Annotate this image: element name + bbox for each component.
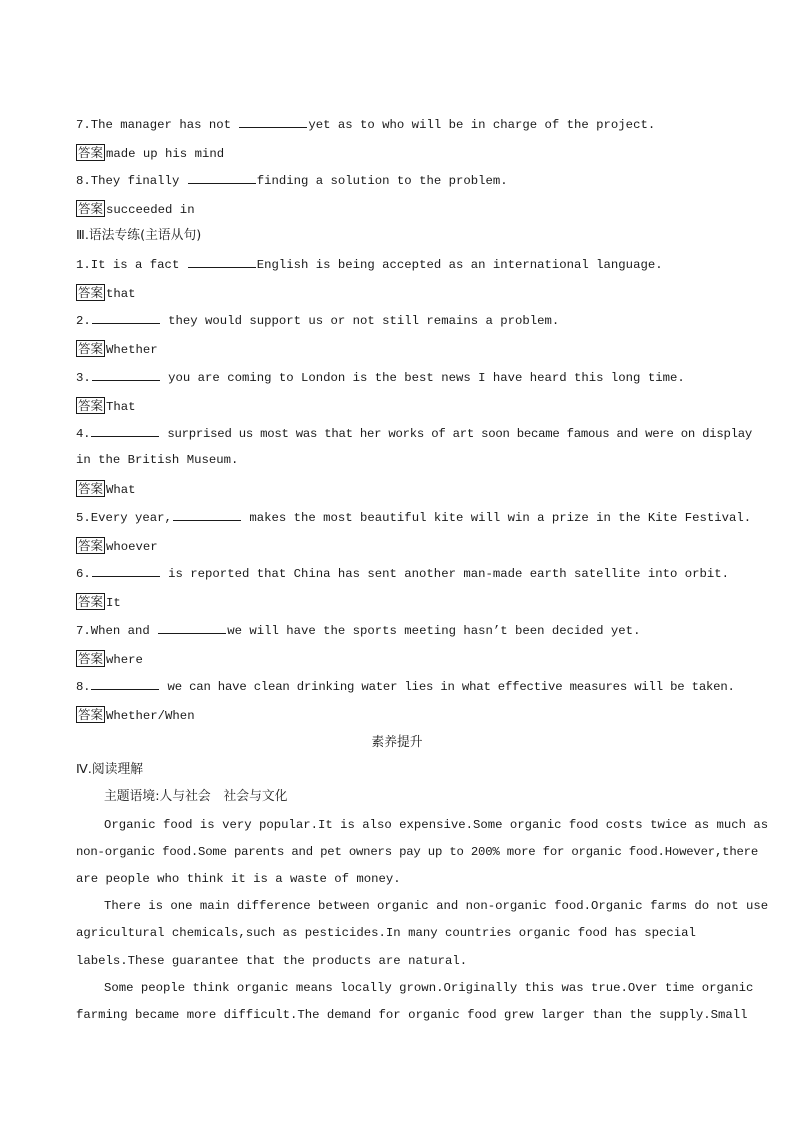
answer-label-box: 答案 xyxy=(78,201,104,216)
question-text: we will have the sports meeting hasn’t been decided yet. xyxy=(227,624,641,638)
answer-line xyxy=(76,480,736,498)
question-number: 4. xyxy=(76,427,91,441)
question-number: 5. xyxy=(76,511,91,525)
question-line xyxy=(76,116,736,133)
passage-line: non-organic food.Some parents and pet owners pay up to 200% more for organic food.However,there xyxy=(76,845,759,859)
passage-line: There is one main difference between organic and non-organic food.Organic farms do not use xyxy=(104,899,769,913)
answer-text: That xyxy=(106,400,136,414)
answer-line xyxy=(76,537,736,555)
answer-label-box: 答案 xyxy=(78,398,104,413)
passage-line: Organic food is very popular.It is also expensive.Some organic food costs twice as much as xyxy=(104,818,769,832)
question-text: They finally xyxy=(90,174,180,188)
answer-line xyxy=(76,200,736,218)
answer-blank xyxy=(91,425,159,437)
answer-label-box: 答案 xyxy=(78,651,104,666)
question-text: is reported that China has sent another man-made earth satellite into orbit. xyxy=(168,567,729,581)
answer-blank xyxy=(188,172,256,184)
question-number: 2. xyxy=(76,314,91,328)
question-line xyxy=(76,678,736,695)
question-line xyxy=(76,622,736,639)
answer-label-box: 答案 xyxy=(78,481,104,496)
answer-line xyxy=(76,650,736,668)
question-line xyxy=(76,509,752,526)
answer-line xyxy=(76,593,736,611)
answer-line xyxy=(76,144,736,162)
answer-text: made up his mind xyxy=(106,147,225,161)
question-text: Every year, xyxy=(90,511,172,525)
answer-label-box: 答案 xyxy=(78,145,104,160)
passage-line: farming became more difficult.The demand for organic food grew larger than the supply.Small xyxy=(76,1008,748,1022)
question-text: It is a fact xyxy=(90,258,180,272)
question-number: 3. xyxy=(76,371,91,385)
passage-line: labels.These guarantee that the products are natural. xyxy=(76,954,468,968)
answer-label-box: 答案 xyxy=(78,707,104,722)
answer-line xyxy=(76,284,736,302)
answer-blank xyxy=(239,116,307,128)
section-heading: Ⅲ.语法专练(主语从句) xyxy=(76,228,202,243)
answer-line xyxy=(76,706,736,724)
passage-line: are people who think it is a waste of money. xyxy=(76,872,401,886)
answer-blank xyxy=(91,678,159,690)
answer-label-box: 答案 xyxy=(78,594,104,609)
question-line xyxy=(76,425,753,442)
question-text: you are coming to London is the best news I have heard this long time. xyxy=(168,371,685,385)
answer-blank xyxy=(92,565,160,577)
answer-text: whoever xyxy=(106,540,158,554)
answer-text: succeeded in xyxy=(106,203,195,217)
question-number: 7. xyxy=(76,624,91,638)
question-line xyxy=(76,312,736,329)
answer-label-box: 答案 xyxy=(78,341,104,356)
question-text: makes the most beautiful kite will win a prize in the Kite Festival. xyxy=(249,511,752,525)
question-number: 8. xyxy=(76,680,91,694)
answer-text: What xyxy=(106,483,136,497)
question-text: When and xyxy=(90,624,150,638)
answer-line xyxy=(76,340,736,358)
question-text: we can have clean drinking water lies in what effective measures will be taken. xyxy=(167,680,735,694)
question-number: 6. xyxy=(76,567,91,581)
answer-text: where xyxy=(106,653,143,667)
question-text: surprised us most was that her works of art soon became famous and were on display xyxy=(167,427,753,441)
answer-line xyxy=(76,397,736,415)
section-divider-title: 素养提升 xyxy=(371,735,423,750)
answer-blank xyxy=(92,312,160,324)
question-text: yet as to who will be in charge of the project. xyxy=(308,118,656,132)
answer-text: that xyxy=(106,287,136,301)
answer-text: It xyxy=(106,596,121,610)
answer-blank xyxy=(173,509,241,521)
passage-line: agricultural chemicals,such as pesticides.In many countries organic food has special xyxy=(76,926,696,940)
answer-blank xyxy=(188,256,256,268)
question-text: The manager has not xyxy=(90,118,231,132)
question-line xyxy=(76,256,736,273)
answer-blank xyxy=(92,369,160,381)
theme-context: 主题语境:人与社会 社会与文化 xyxy=(104,789,288,804)
question-line xyxy=(76,565,736,582)
question-number: 1. xyxy=(76,258,91,272)
section-heading: Ⅳ.阅读理解 xyxy=(76,762,144,777)
answer-blank xyxy=(158,622,226,634)
answer-text: Whether xyxy=(106,343,158,357)
question-line xyxy=(76,369,736,386)
question-text: they would support us or not still remains a problem. xyxy=(168,314,560,328)
question-text: finding a solution to the problem. xyxy=(256,174,508,188)
passage-line: Some people think organic means locally grown.Originally this was true.Over time organic xyxy=(104,981,754,995)
question-line xyxy=(76,172,736,189)
question-continuation: in the British Museum. xyxy=(76,453,239,467)
answer-label-box: 答案 xyxy=(78,285,104,300)
answer-text: Whether/When xyxy=(106,709,195,723)
question-text: English is being accepted as an international language. xyxy=(256,258,663,272)
question-number: 7. xyxy=(76,118,91,132)
answer-label-box: 答案 xyxy=(78,538,104,553)
question-number: 8. xyxy=(76,174,91,188)
